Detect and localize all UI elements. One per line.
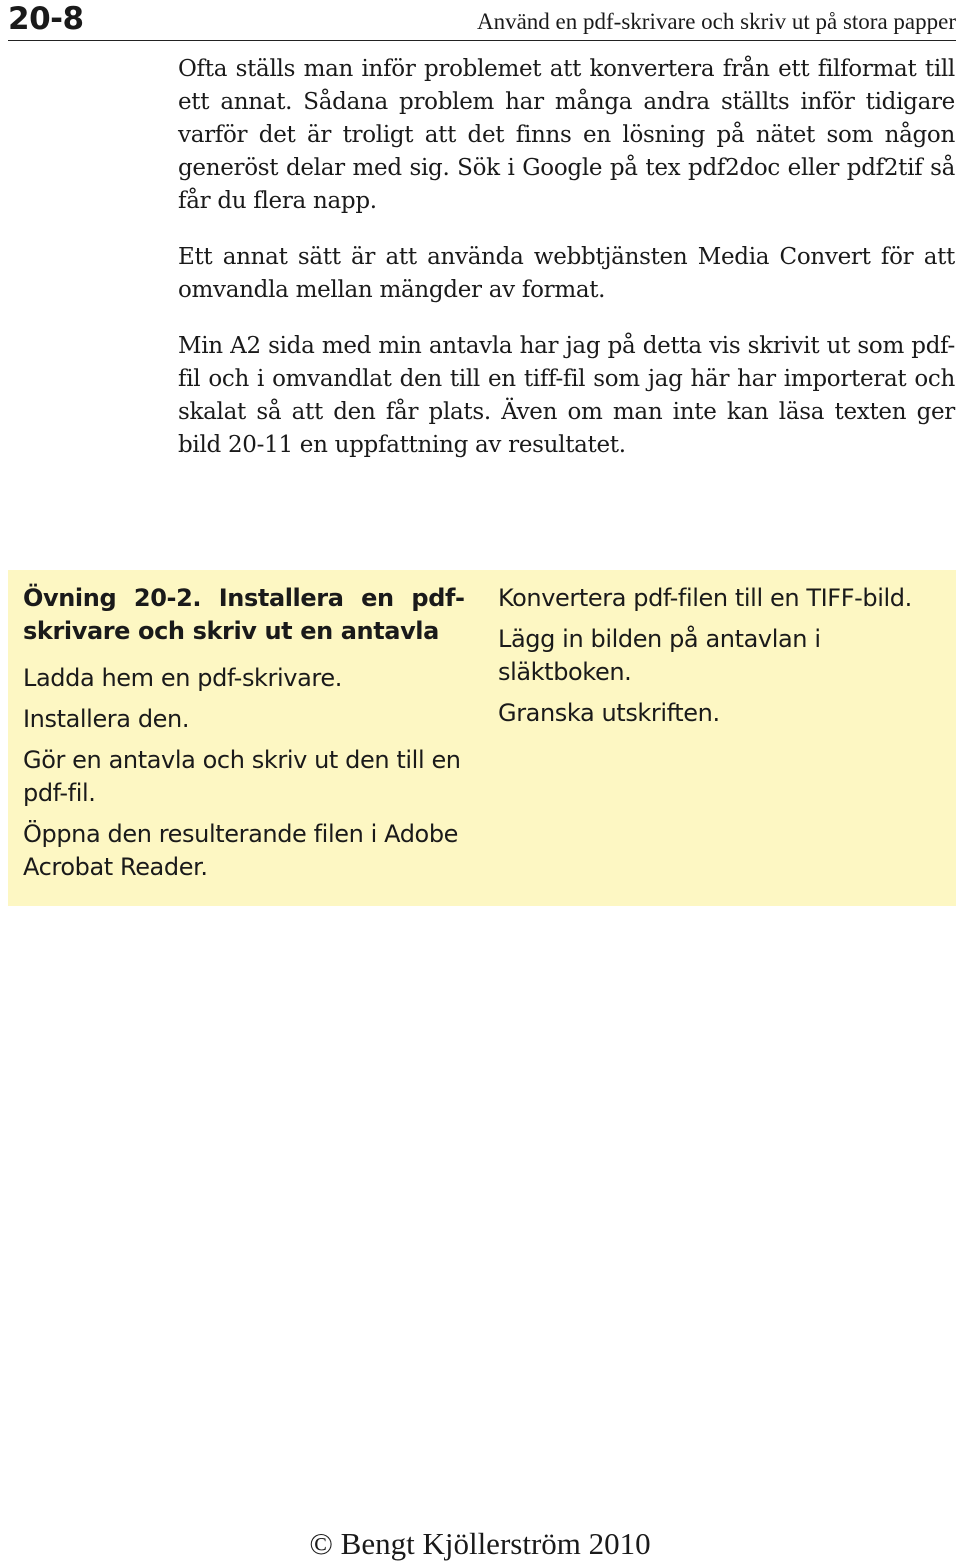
exercise-title: Övning 20-2. Installera en pdfskrivare och skriv ut en antavla xyxy=(23,584,465,645)
exercise-step-4: Öppna den resulterande filen i Adobe Acrobat Reader. xyxy=(23,820,459,881)
paragraph-3: Min A2 sida med min antavla har jag på detta vis skrivit ut som pdf-fil och i omvandlat den till en tiff-fil som jag här har importerat och skalat så att den får plats. Även om man inte kan läsa texten ger bild 20-11 en uppfattning av resultatet. xyxy=(178,333,955,458)
exercise-left-column xyxy=(23,582,465,892)
paragraph-2: Ett annat sätt är att använda webbtjänsten Media Convert för att omvandla mellan mängder av format. xyxy=(178,244,955,303)
exercise-step-3: Gör en antavla och skriv ut den till en pdf-fil. xyxy=(23,746,461,807)
page-number: 20-8 xyxy=(8,1,84,37)
copyright-footer: © Bengt Kjöllerström 2010 xyxy=(309,1526,651,1561)
exercise-right-column xyxy=(498,582,938,738)
paragraph-1: Ofta ställs man inför problemet att konvertera från ett filformat till ett annat. Sådana problem har många andra ställts inför tidigare varför det är troligt att det finns en lösning på nätet som någon generöst delar med sig. Sök i Google på tex pdf2doc eller pdf2tif så får du flera napp. xyxy=(178,56,955,214)
exercise-step-6: Lägg in bilden på antavlan i släktboken. xyxy=(498,625,821,686)
running-title: Använd en pdf-skrivare och skriv ut på stora papper xyxy=(476,9,956,34)
exercise-step-2: Installera den. xyxy=(23,705,190,733)
exercise-step-1: Ladda hem en pdf-skrivare. xyxy=(23,664,342,692)
exercise-box xyxy=(8,570,956,906)
body-text xyxy=(178,53,955,485)
exercise-step-5: Konvertera pdf-filen till en TIFF-bild. xyxy=(498,584,912,612)
exercise-step-7: Granska utskriften. xyxy=(498,699,720,727)
page-header xyxy=(8,0,956,41)
